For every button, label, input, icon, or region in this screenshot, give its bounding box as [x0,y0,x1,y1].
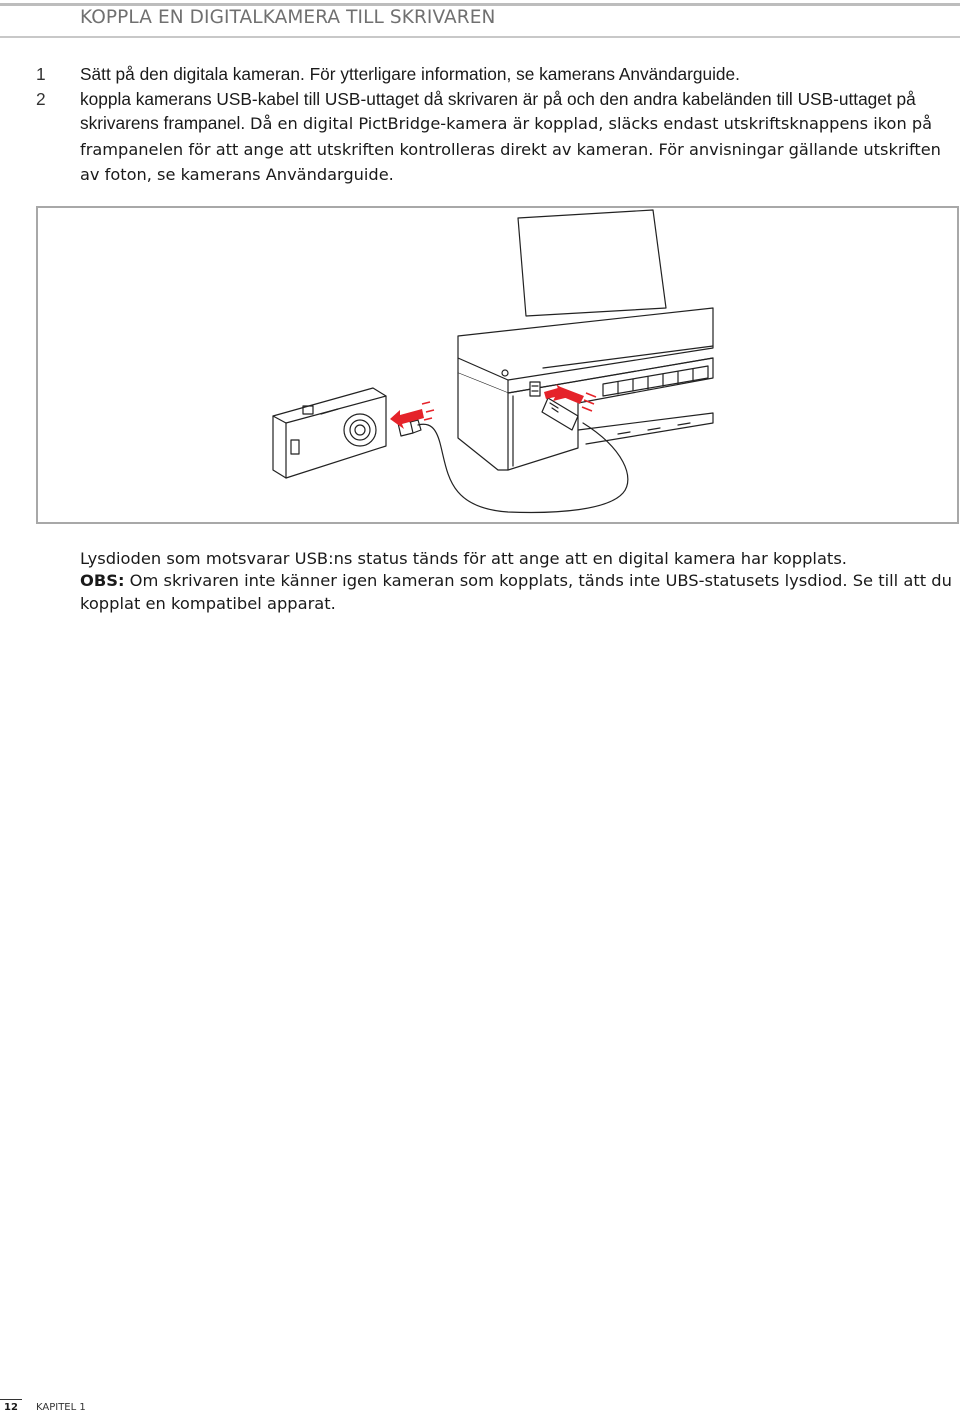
footer-rule [0,1399,22,1400]
step-text: koppla kamerans USB-kabel till USB-uttaget då skrivaren är på och den andra kabeländen till USB-uttaget på skrivarens frampanel. [80,88,916,133]
camera [273,388,386,478]
step-number: 1 [36,64,46,84]
led-status-text: Lysdioden som motsvarar USB:ns status tänds för att ange att en digital kamera har kopplats. [80,549,847,568]
obs-label: OBS: [80,571,125,590]
step-2 [36,87,946,188]
connection-illustration [36,206,959,524]
page-number: 12 [4,1402,18,1413]
chapter-label: KAPITEL 1 [36,1402,86,1413]
obs-note [80,570,955,615]
instruction-steps [36,62,946,188]
step-1 [36,62,946,87]
illustration-svg [38,208,957,522]
printer [458,210,713,470]
header-rule-top [0,3,960,6]
step-text-wrap [80,87,946,188]
step-number: 2 [36,88,46,109]
step-continuation: Då en digital PictBridge-kamera är kopplad, släcks endast utskriftsknappens ikon på frampanelen för att ange att utskriften kontrolleras direkt av kameran. För anvisningar gällande utskriften av foton, se kamerans Användarguide. [80,114,941,184]
step-text: Sätt på den digitala kameran. För ytterligare information, se kamerans Användarguide. [80,64,740,84]
section-title: KOPPLA EN DIGITALKAMERA TILL SKRIVAREN [80,7,496,28]
obs-text: Om skrivaren inte känner igen kameran som kopplats, tänds inte UBS-statusets lysdiod. Se till att du kopplat en kompatibel apparat. [80,571,952,613]
header-rule-bottom [0,36,960,38]
